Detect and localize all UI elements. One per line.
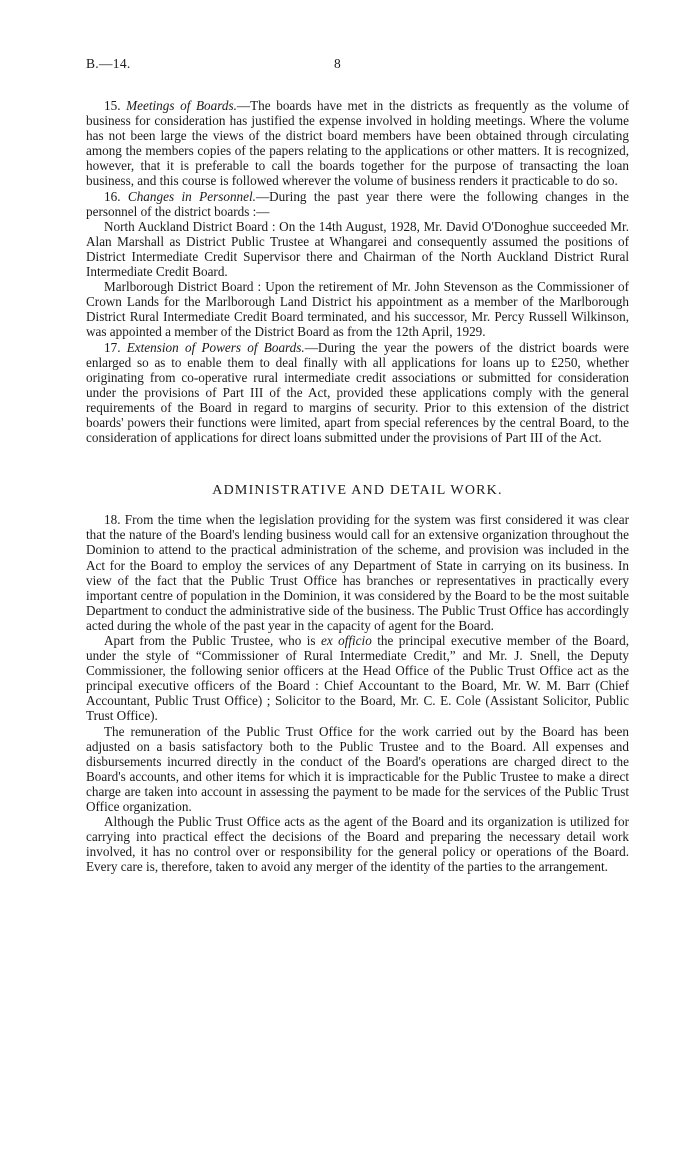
paragraph-title: Changes in Personnel. xyxy=(127,188,256,204)
document-body xyxy=(86,98,629,875)
paragraph-text: —During the past year there were the following changes in the personnel of the district boards :— xyxy=(86,188,630,219)
paragraph-text: Apart from the Public Trustee, who is xyxy=(104,633,321,648)
paragraph-north-auckland-board xyxy=(86,219,629,279)
paragraph-text: North Auckland District Board : On the 14th August, 1928, Mr. David O'Donoghue succeeded Mr. Alan Marshall as District Public Trustee at Whangarei and consequently assumed the positions of District Intermediate Credit Supervisor there and Chairman of the North Auckland District Rural Intermediate Credit Board. xyxy=(86,218,629,280)
paragraph-text: Marlborough District Board : Upon the retirement of Mr. John Stevenson as the Commissioner of Crown Lands for the Marlborough Land District his appointment as a member of the Marlborough District Rural Intermediate Credit Board terminated, and his successor, Mr. Percy Russell Wilkinson, was appointed a member of the District Board as from the 12th April, 1929. xyxy=(86,279,629,340)
paragraph-principal-officers xyxy=(86,633,629,724)
paragraph-remuneration xyxy=(86,724,629,815)
paragraph-number: 16. xyxy=(104,188,121,204)
paragraph-17 xyxy=(86,340,629,446)
paragraph-number: 17. xyxy=(104,339,121,355)
section-heading: ADMINISTRATIVE AND DETAIL WORK. xyxy=(212,483,503,499)
paragraph-text: The remuneration of the Public Trust Office for the work carried out by the Board has been adjusted on a basis satisfactory both to the Public Trustee and to the Board. All expenses and disbursements incurred directly in the conduct of the Board's operations are charged direct to the Board's accounts, and other items for which it is impracticable for the Public Trustee to make a direct charge are taken into account in assessing the payment to be made for the services of the Public Trust Office organization. xyxy=(86,723,629,815)
paragraph-16 xyxy=(86,189,629,219)
paragraph-agency-arrangement xyxy=(86,814,629,874)
paragraph-text-tail: the principal executive member of the Board, under the style of “Commissioner of Rural Intermediate Credit,” and Mr. J. Snell, the Deputy Commissioner, the following senior officers at the Head Office of the Public Trust Office act as the principal executive officers of the Board : Chief Accountant to the Board, Mr. W. M. Barr (Chief Accountant, Public Trust Office) ; Solicitor to the Board, Mr. C. E. Cole (Assistant Solicitor, Public Trust Office). xyxy=(86,633,629,724)
paragraph-italic-phrase: ex officio xyxy=(320,633,372,648)
paragraph-marlborough-board xyxy=(86,279,629,339)
running-header xyxy=(86,56,629,76)
paragraph-number: 15. xyxy=(104,98,121,113)
paragraph-15 xyxy=(86,98,629,189)
paragraph-title: Extension of Powers of Boards. xyxy=(126,339,305,355)
page-number: 8 xyxy=(334,56,341,71)
document-reference: B.—14. xyxy=(86,56,131,71)
paragraph-text: —The boards have met in the districts as frequently as the volume of business for consideration has justified the expense involved in holding meetings. Where the volume has not been large the views of the district board members have been obtained through circulating among the members copies of the papers relating to the applications or other matters. It is recognized, however, that it is preferable to call the boards together for the purpose of transacting the loan business, and this course is followed wherever the volume of business renders it practicable to do so. xyxy=(86,98,629,189)
paragraph-text: Although the Public Trust Office acts as the agent of the Board and its organization is utilized for carrying into practical effect the decisions of the Board and preparing the necessary detail work involved, it has no control over or responsibility for the general policy or operations of the Board. Every care is, therefore, taken to avoid any merger of the identity of the parties to the arrangement. xyxy=(86,814,629,875)
paragraph-text: —During the year the powers of the district boards were enlarged so as to enable them to deal finally with all applications for loans up to £250, whether originating from co-operative rural intermediate credit associations or submitted for consideration under the provisions of Part III of the Act, provided these applications comply with the general requirements of the Board in regard to margins of security. Prior to this extension of the district boards' powers their functions were limited, apart from special references by the central Board, to the consideration of applications for direct loans submitted under the provisions of Part III of the Act. xyxy=(86,339,629,446)
paragraph-text: 18. From the time when the legislation providing for the system was first considered it was clear that the nature of the Board's lending business would call for an extensive organization throughout the Dominion to attend to the practical administration of the scheme, and provision was included in the Act for the Board to employ the services of any Department of State in carrying on its business. In view of the fact that the Public Trust Office has branches or representatives in practically every important centre of population in the Dominion, it was considered by the Board to be the most suitable Department to conduct the administrative side of the business. The Public Trust Office has accordingly acted during the whole of the past year in the capacity of agent for the Board. xyxy=(86,512,629,633)
paragraph-18 xyxy=(86,512,629,633)
paragraph-title: Meetings of Boards. xyxy=(126,98,237,113)
document-page xyxy=(86,56,629,875)
